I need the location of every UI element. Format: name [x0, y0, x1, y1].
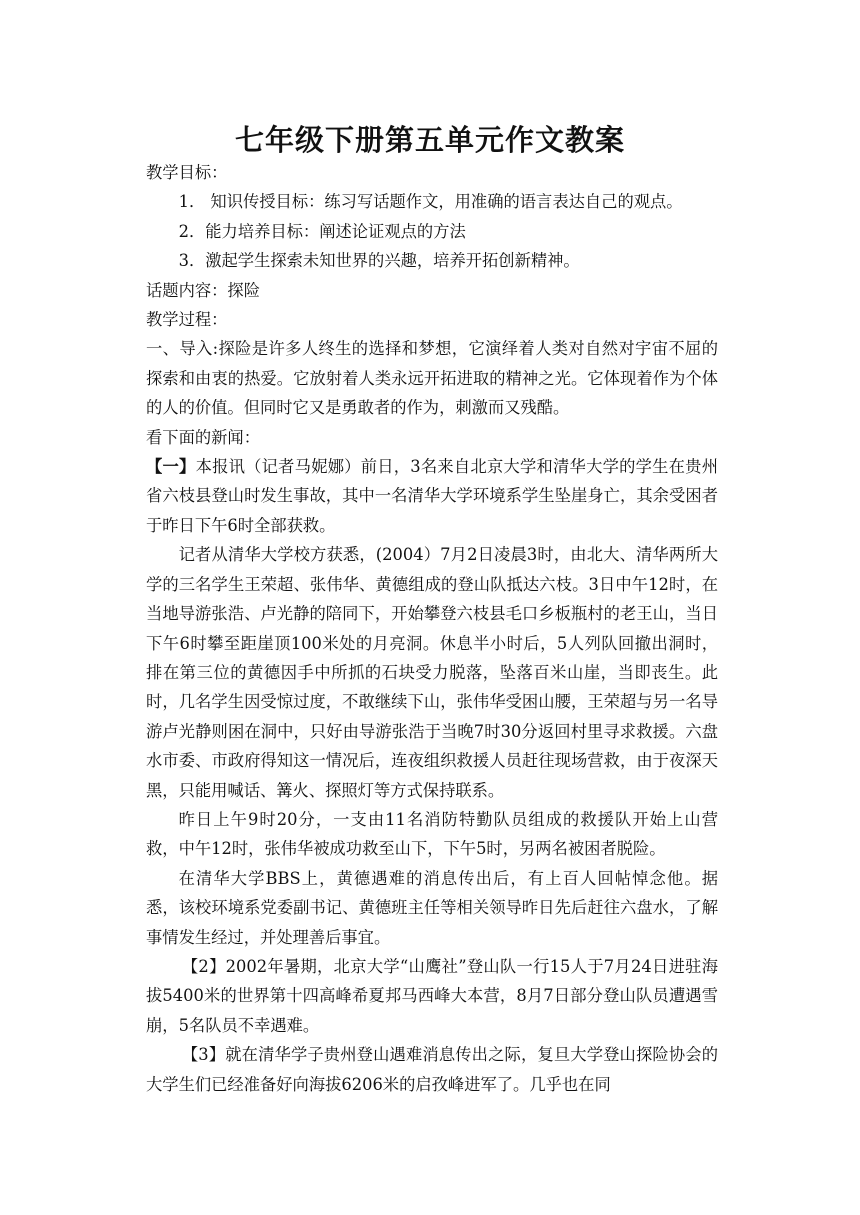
news-paragraph-1 [146, 452, 718, 540]
goal-item-1: 1． 知识传授目标：练习写话题作文，用准确的语言表达自己的观点。 [178, 192, 683, 212]
goals-heading: 教学目标： [146, 163, 228, 182]
goal-item-3: 3．激起学生探索未知世界的兴趣，培养开拓创新精神。 [178, 251, 580, 271]
process-heading: 教学过程： [146, 310, 228, 330]
news-paragraph-4: 在清华大学BBS上，黄德遇难的消息传出后，有上百人回帖悼念他。据悉，该校环境系党委副书记、黄德班主任等相关领导昨日先后赶往六盘水，了解事情发生经过，并处理善后事宜。 [146, 868, 718, 947]
news-1-marker: 【一】 [146, 457, 196, 477]
news-paragraph-3: 昨日上午9时20分，一支由11名消防特勤队员组成的救援队开始上山营救，中午12时，张伟华被成功救至山下，下午5时，另两名被困者脱险。 [146, 809, 718, 859]
document-body [146, 158, 718, 1099]
news-paragraph-6: 【3】就在清华学子贵州登山遇难消息传出之际，复旦大学登山探险协会的大学生们已经准备好向海拔6206米的启孜峰进军了。几乎也在同 [146, 1045, 718, 1094]
document-title: 七年级下册第五单元作文教案 [234, 123, 625, 157]
news-1-text: 本报讯（记者马妮娜）前日，3名来自北京大学和清华大学的学生在贵州省六枝县登山时发生事故，其中一名清华大学环境系学生坠崖身亡，其余受困者于昨日下午6时全部获救。 [146, 457, 718, 535]
news-paragraph-5: 【2】2002年暑期，北京大学“山鹰社”登山队一行15人于7月24日进驻海拔5400米的世界第十四高峰希夏邦马西峰大本营，8月7日部分登山队员遭遇雪崩，5名队员不幸遇难。 [146, 956, 718, 1035]
news-paragraph-2: 记者从清华大学校方获悉，(2004）7月2日凌晨3时，由北大、清华两所大学的三名学生王荣超、张伟华、黄德组成的登山队抵达六枝。3日中午12时，在当地导游张浩、卢光静的陪同下，开始攀登六枝县毛口乡板瓶村的老王山，当日下午6时攀至距崖顶100米处的月亮洞。休息半小时后，5人列队回撤出洞时，排在第三位的黄德因手中所抓的石块受力脱落，坠落百米山崖，当即丧生。此时，几名学生因受惊过度，不敢继续下山，张伟华受困山腰，王荣超与另一名导游卢光静则困在洞中，只好由导游张浩于当晚7时30分返回村里寻求救援。六盘水市委、市政府得知这一情况后，连夜组织救援人员赶往现场营救，由于夜深天黑，只能用喊话、篝火、探照灯等方式保持联系。 [146, 545, 718, 800]
news-heading: 看下面的新闻： [146, 427, 260, 447]
topic-line: 话题内容：探险 [146, 280, 260, 300]
goal-item-2: 2．能力培养目标：阐述论证观点的方法 [178, 221, 466, 241]
intro-paragraph: 一、导入:探险是许多人终生的选择和梦想，它演绎着人类对自然对宇宙不屈的探索和由衷的热爱。它放射着人类永远开拓进取的精神之光。它体现着作为个体的人的价值。但同时它又是勇敢者的作为，刺激而又残酷。 [146, 339, 718, 418]
